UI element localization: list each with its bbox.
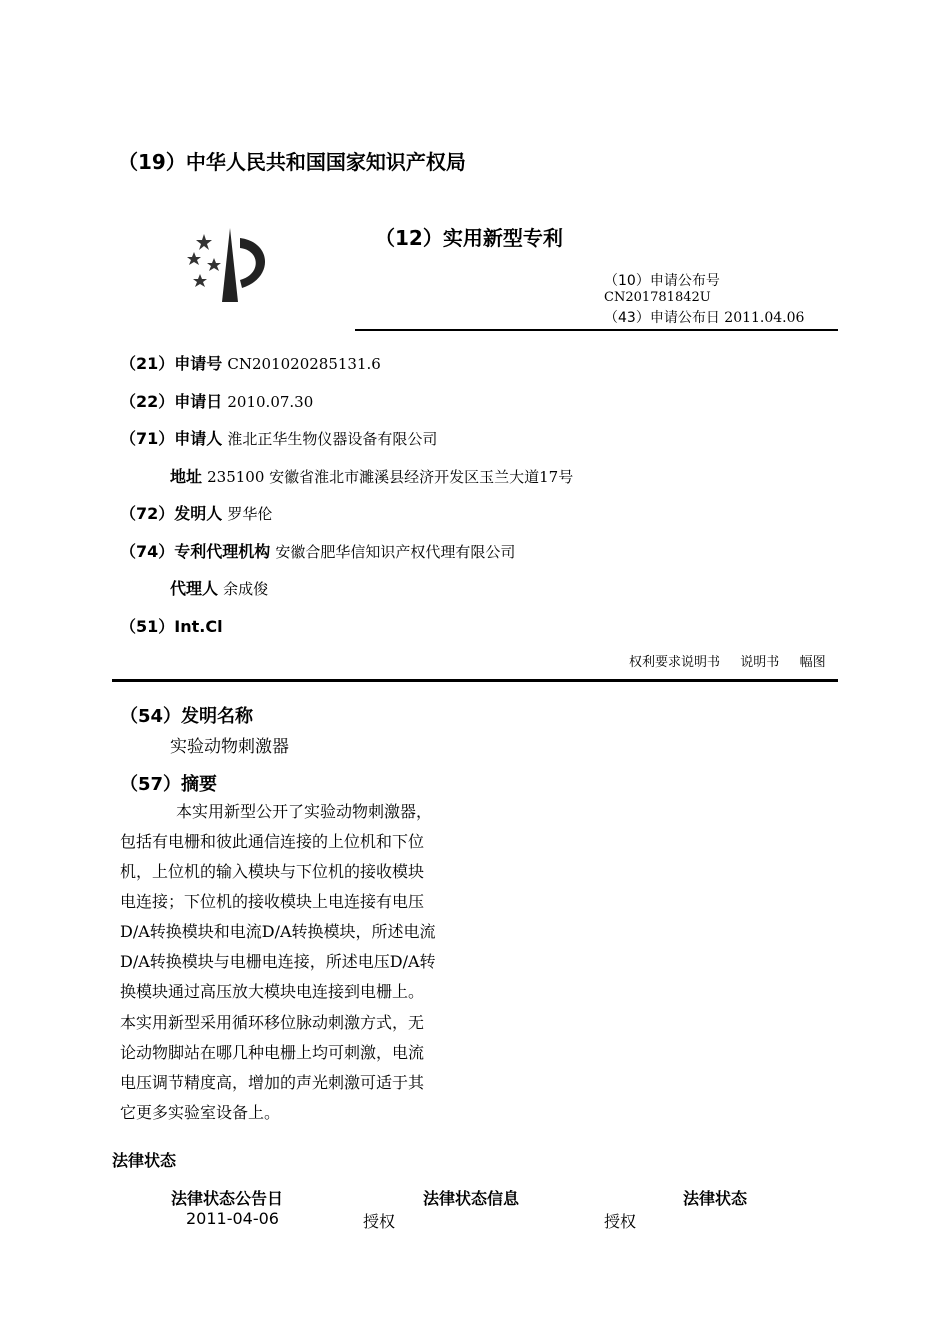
agency-row (120, 539, 515, 562)
abstract-line: 电压调节精度高，增加的声光刺激可适于其 (120, 1073, 425, 1092)
legal-header-status: 法律状态 (683, 1189, 748, 1208)
address-label: 地址 (170, 467, 203, 486)
pub-date-label: （43）申请公布日 (604, 310, 720, 326)
address-row (170, 464, 573, 487)
office-name: （19）中华人民共和国国家知识产权局 (118, 150, 466, 174)
intcl-label: （51）Int.Cl (120, 617, 223, 636)
abstract-line: 机，上位机的输入模块与下位机的接收模块 (120, 862, 425, 881)
inventor-value: 罗华伦 (227, 505, 273, 523)
app-no-row (120, 351, 381, 374)
cnipa-logo-icon (180, 222, 284, 308)
abstract-line: 本实用新型公开了实验动物刺激器， (176, 802, 433, 821)
legal-row-info: 授权 (363, 1212, 396, 1231)
app-no-label: （21）申请号 (120, 354, 223, 373)
pub-no-label: （10）申请公布号 (604, 273, 720, 289)
doc-links (629, 651, 826, 670)
abstract-line: 论动物脚站在哪几种电栅上均可刺激，电流 (120, 1043, 425, 1062)
abstract-line: D/A转换模块和电流D/A转换模块，所述电流 (120, 922, 436, 941)
app-date-value: 2010.07.30 (227, 393, 314, 411)
header-divider (355, 329, 838, 331)
description-link[interactable]: 说明书 (740, 655, 780, 670)
abstract-line: 它更多实验室设备上。 (120, 1103, 281, 1122)
invention-title-label: （54）发明名称 (120, 706, 254, 727)
pub-no-value: CN201781842U (604, 290, 711, 305)
app-no-value: CN201020285131.6 (227, 355, 381, 373)
pub-date-value: 2011.04.06 (724, 310, 805, 326)
agent-row (170, 576, 268, 599)
abstract-line: 换模块通过高压放大模块电连接到电栅上。 (120, 982, 425, 1001)
intcl-row (120, 614, 223, 637)
address-value: 235100 安徽省淮北市濉溪县经济开发区玉兰大道17号 (207, 468, 574, 486)
abstract-line: D/A转换模块与电栅电连接，所述电压D/A转 (120, 952, 436, 971)
app-date-label: （22）申请日 (120, 392, 223, 411)
legal-row-status: 授权 (604, 1212, 637, 1231)
agency-label: （74）专利代理机构 (120, 542, 271, 561)
section-divider (112, 679, 838, 682)
agency-value: 安徽合肥华信知识产权代理有限公司 (275, 543, 516, 561)
agent-label: 代理人 (170, 579, 219, 598)
agent-value: 余成俊 (223, 580, 269, 598)
applicant-label: （71）申请人 (120, 429, 223, 448)
applicant-row (120, 426, 437, 449)
legal-header-date: 法律状态公告日 (171, 1189, 284, 1208)
legal-header-info: 法律状态信息 (423, 1189, 520, 1208)
applicant-value: 淮北正华生物仪器设备有限公司 (227, 430, 438, 448)
abstract-label: （57）摘要 (120, 774, 218, 795)
patent-type: （12）实用新型专利 (375, 226, 563, 250)
abstract-line: 包括有电栅和彼此通信连接的上位机和下位 (120, 832, 425, 851)
figures-link[interactable]: 幅图 (799, 655, 826, 670)
claims-link[interactable]: 权利要求说明书 (629, 655, 721, 670)
pub-date (604, 307, 804, 327)
legal-row-date: 2011-04-06 (186, 1209, 279, 1228)
app-date-row (120, 389, 313, 412)
legal-status-title: 法律状态 (112, 1151, 177, 1170)
inventor-label: （72）发明人 (120, 504, 223, 523)
invention-title-value: 实验动物刺激器 (170, 737, 289, 757)
inventor-row (120, 501, 272, 524)
abstract-line: 电连接；下位机的接收模块上电连接有电压 (120, 892, 425, 911)
abstract-line: 本实用新型采用循环移位脉动刺激方式，无 (120, 1013, 425, 1032)
